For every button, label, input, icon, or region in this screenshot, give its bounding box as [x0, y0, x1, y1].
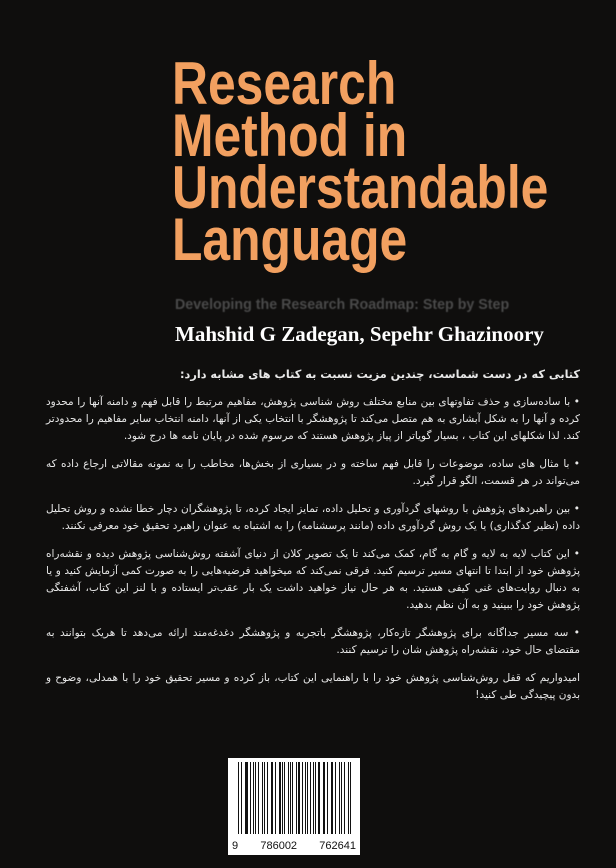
barcode-bar — [318, 762, 320, 834]
barcode-bar — [302, 762, 303, 834]
barcode-bar — [335, 762, 336, 834]
barcode-bar — [253, 762, 254, 834]
barcode-bar — [315, 762, 316, 834]
barcode-bar — [267, 762, 268, 834]
book-authors: Mahshid G Zadegan, Sepehr Ghazinoory — [175, 322, 544, 346]
barcode-bar — [272, 762, 273, 834]
barcode-bar — [284, 762, 285, 834]
book-subtitle: Developing the Research Roadmap: Step by Step — [175, 296, 510, 313]
barcode-bar — [305, 762, 306, 834]
barcode-bar — [298, 762, 300, 834]
barcode-bar — [348, 762, 349, 834]
blurb-paragraph: • این کتاب لایه به لایه و گام به گام، کمک می‌کند تا یک تصویر کلان از دنیای آشفته روش‌شناسی پژوهش دیده و نقشه‌راه پژوهش خود از ابتدا تا انتهای مسیر ترسیم کنید. فرقی نمی‌کند که میخواهید فرضیه‌هایی را به صورت کمی آزمایش کنید و یا به دنبال روایت‌های غنی کیفی هستید. به هر حال نیاز خواهید داشت یک بار عقب‌تر ایستاده و با لنز این کتاب، آشفتگی پژوهش خود را ببینید و به آن نظم بدهید. — [46, 548, 580, 611]
blurb-closing: امیدواریم که قفل روش‌شناسی پژوهش خود را با راهنمایی این کتاب، باز کرده و مسیر تحقیق خود را با همدلی، وضوح و بدون پیچیدگی طی کنید! — [46, 672, 580, 701]
barcode-bar — [290, 762, 291, 834]
barcode-bar — [238, 762, 239, 834]
barcode-bar — [323, 762, 324, 834]
book-title — [172, 50, 549, 273]
barcode-bar — [282, 762, 283, 834]
barcode-bar — [246, 762, 248, 834]
barcode-bar — [255, 762, 256, 834]
barcode-bar — [279, 762, 281, 834]
isbn-group-2: 762641 — [319, 840, 356, 852]
barcode-bar — [271, 762, 272, 834]
barcode-bar — [288, 762, 289, 834]
blurb — [46, 366, 580, 704]
isbn-barcode — [228, 758, 360, 855]
isbn-prefix: 9 — [232, 840, 239, 852]
isbn-number — [232, 840, 356, 852]
blurb-paragraph: • با مثال های ساده، موضوعات را قابل فهم ساخته و در بسیاری از بخش‌ها، مخاطب را به نمونه مقالاتی ارجاع داده که می‌تواند در هر قسمت، الگو قرار گیرد. — [46, 458, 580, 487]
barcode-bar — [262, 762, 263, 834]
barcode-bar — [310, 762, 311, 834]
barcode-bar — [350, 762, 351, 834]
barcode-bar — [296, 762, 297, 834]
barcode-bar — [292, 762, 293, 834]
barcode-bar — [313, 762, 314, 834]
title-line: Research — [172, 50, 397, 117]
isbn-group-1: 786002 — [260, 840, 298, 852]
title-line: Understandable — [172, 154, 549, 221]
barcode-bar — [331, 762, 332, 834]
blurb-paragraph: • سه مسیر جداگانه برای پژوهشگر تازه‌کار، پژوهشگر باتجربه و پژوهشگر دغدغه‌مند ارائه می‌دهد تا هریک بتوانند به مقتضای حال خود، نقشه‌راه پژوهش شان را ترسیم کنند. — [46, 627, 580, 656]
blurb-intro: کتابی که در دست شماست، چندین مزیت نسبت به کتاب های مشابه دارد: — [180, 368, 580, 381]
barcode-bar — [324, 762, 325, 834]
barcode-bar — [332, 762, 333, 834]
title-line: Method in — [172, 102, 408, 169]
title-line: Language — [172, 206, 408, 273]
barcode-bar — [339, 762, 341, 834]
barcode-bar — [264, 762, 266, 834]
barcode-bar — [245, 762, 246, 834]
barcode-bar — [344, 762, 345, 834]
barcode-bar — [275, 762, 276, 834]
barcode-bar — [258, 762, 259, 834]
barcode-bar — [341, 762, 342, 834]
barcode-bar — [250, 762, 251, 834]
blurb-paragraph: • بین راهبردهای پژوهش با روشهای گردآوری و تحلیل داده، تمایز ایجاد کرده، تا پژوهشگران دچار خطا نشده و روش تحلیل داده (نظیر کدگذاری) یا یک روش گردآوری داده (مانند پرسشنامه) را به اشتباه به عنوان راهبرد تحقیق خود معرفی نکنند. — [46, 503, 580, 532]
barcode-bar — [241, 762, 242, 834]
barcode-bar — [307, 762, 308, 834]
barcode-bar — [327, 762, 328, 834]
blurb-paragraph: • با ساده‌سازی و حذف تفاوتهای بین منابع مختلف روش شناسی پژوهش، مفاهیم مرتبط را قابل فهم و دامنه آنها را محدود کرده و آنها را به شکل آبشاری به هم متصل می‌کند تا پژوهشگر با انتخاب یکی از آنها، دامنه انتخاب سایر مفاهیم را محدودتر کند. لذا شکلهای این کتاب ، بسیار گویاتر از پیاز پژوهش هستند که مرسوم شده در پایان نامه ها درج شود. — [46, 396, 580, 442]
barcode-bars — [238, 762, 350, 834]
